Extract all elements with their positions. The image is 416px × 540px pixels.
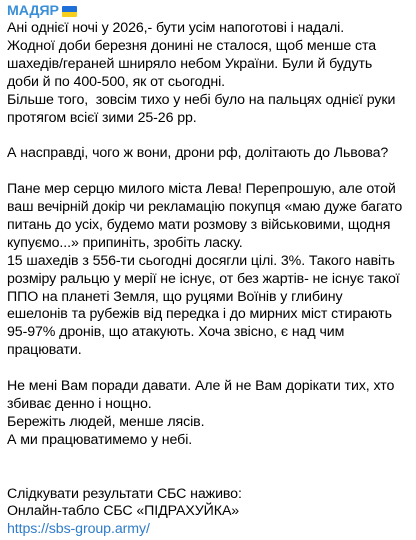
message-paragraph-2: А насправді, чого ж вони, дрони рф, долітають до Львова? — [7, 145, 389, 162]
footer-line-2: Онлайн-табло СБС «ПІДРАХУЙКА» — [7, 503, 240, 520]
ukraine-flag-icon — [62, 6, 77, 17]
footer-line-1: Слідкувати результати СБС наживо: — [7, 485, 242, 502]
paragraph-spacer — [7, 360, 404, 378]
sbs-link[interactable]: https://sbs-group.army/ — [7, 521, 150, 538]
paragraph-spacer — [7, 163, 404, 181]
paragraph-spacer — [7, 450, 404, 486]
message-sender[interactable] — [7, 3, 404, 20]
message-paragraph-4: Не мені Вам поради давати. Але й не Вам дорікати тих, хто збиває денно і нощно. Бережіть людей, менше лясів. А ми працюватимемо у небі. — [7, 378, 395, 448]
sender-name[interactable]: МАДЯР — [7, 2, 59, 19]
message-paragraph-1: Ані однієї ночі у 2026,- бути усім напоготові і надалі. Жодної доби березня донині не сталося, щоб менше ста шахедів/гераней шниряло небом України. Були й будуть доби й по 400-500, як от сьогодні. Більше того, зовсім тихо у небі було на пальцях однієї руки протягом всієї зими 25-26 рр. — [7, 20, 396, 126]
paragraph-spacer — [7, 127, 404, 145]
message-paragraph-3: Пане мер серцю милого міста Лева! Перепрошую, але отой ваш вечірній докір чи рекламацію покупця «маю дуже багато питань до усіх, будемо мати розмову з військовими, щодня купуємо...» припиніть, зробіть ласку. 15 шахедів з 556-ти сьогодні досягли цілі. 3%. Такого навіть розміру ральцю у мерії не існує, от без жартів- не існує такої ППО на планеті Земля, що руцями Воїнів у глибину ешелонів та рубежів від передка і до мирних міст стирають 95-97% дронів, що атакують. Хоча звісно, є над чим працювати. — [7, 181, 403, 359]
